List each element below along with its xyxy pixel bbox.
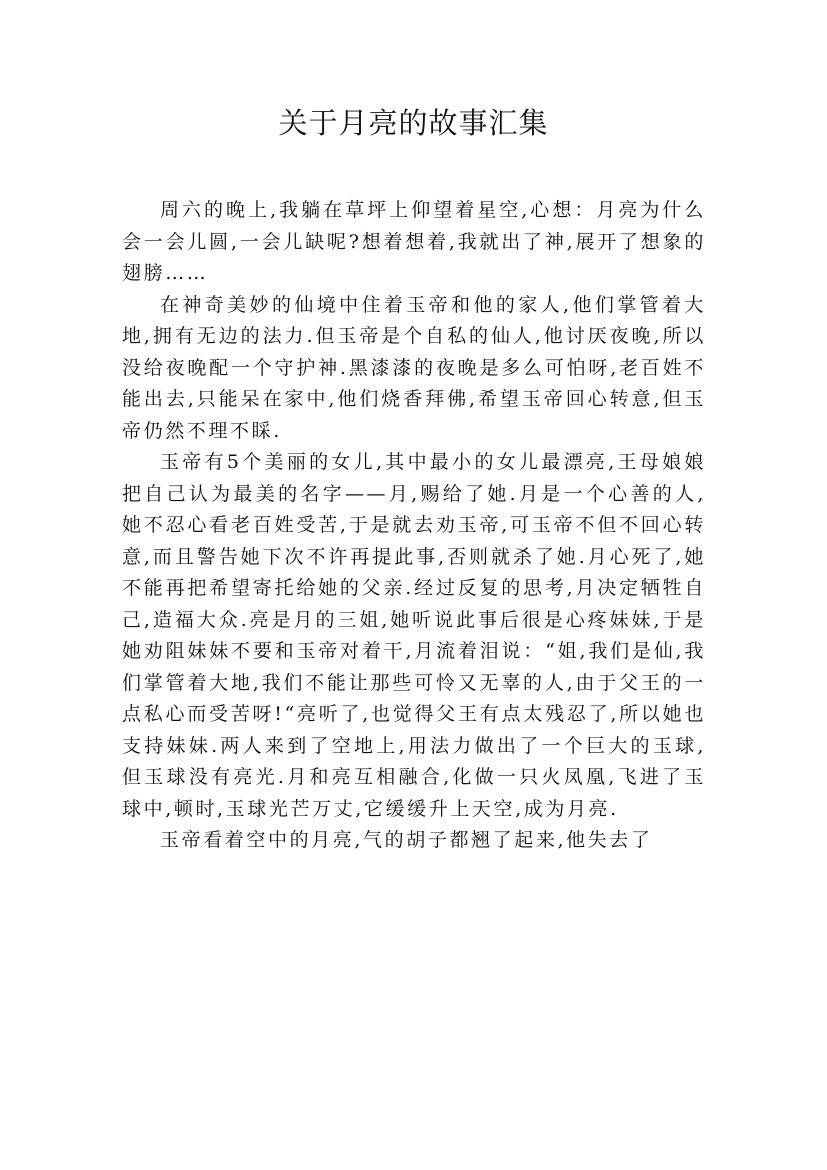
document-body — [122, 195, 706, 857]
paragraph: 玉帝看着空中的月亮,气的胡子都翘了起来,他失去了 — [160, 829, 653, 851]
paragraph: 玉帝有5个美丽的女儿,其中最小的女儿最漂亮,王母娘娘把自己认为最美的名字——月,赐给了她.月是一个心善的人,她不忍心看老百姓受苦,于是就去劝玉帝,可玉帝不但不回心转意,而且警告她下次不许再提此事,否则就杀了她.月心死了,她不能再把希望寄托给她的父亲.经过反复的思考,月决定牺牲自己,造福大众.亮是月的三姐,她听说此事后很是心疼妹妹,于是她劝阻妹妹不要和玉帝对着干,月流着泪说：“姐,我们是仙,我们掌管着大地,我们不能让那些可怜又无辜的人,由于父王的一点私心而受苦呀!“亮听了,也觉得父王有点太残忍了,所以她也支持妹妹.两人来到了空地上,用法力做出了一个巨大的玉球,但玉球没有亮光.月和亮互相融合,化做一只火凤凰,飞进了玉球中,顿时,玉球光芒万丈,它缓缓升上天空,成为月亮. — [122, 451, 706, 820]
paragraph: 在神奇美妙的仙境中住着玉帝和他的家人,他们掌管着大地,拥有无边的法力.但玉帝是个自私的仙人,他讨厌夜晚,所以没给夜晚配一个守护神.黑漆漆的夜晚是多么可怕呀,老百姓不能出去,只能呆在家中,他们烧香拜佛,希望玉帝回心转意,但玉帝仍然不理不睬. — [122, 293, 706, 442]
paragraph: 周六的晚上,我躺在草坪上仰望着星空,心想：月亮为什么会一会儿圆,一会儿缺呢?想着想着,我就出了神,展开了想象的翅膀…… — [122, 199, 706, 284]
document-title: 关于月亮的故事汇集 — [278, 106, 549, 140]
